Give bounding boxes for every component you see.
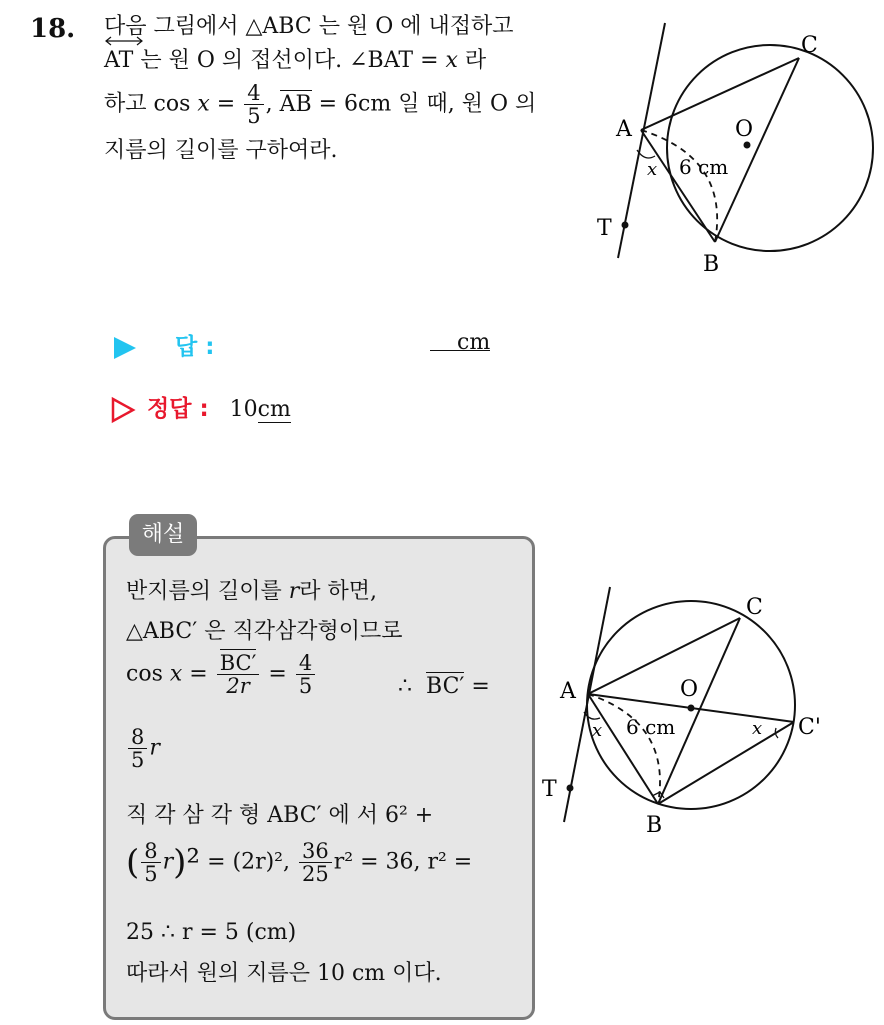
solution-box	[103, 536, 535, 1020]
solution-tag: 해설	[129, 514, 197, 556]
play-arrow-icon	[112, 335, 138, 361]
question-line-4: 지름의 길이를 구하여라.	[104, 138, 338, 163]
label-a: A	[560, 679, 576, 704]
label-b: B	[703, 252, 720, 277]
question-line-3: 하고 cos x = $\frac{4}{5}$ , AB = 6cm 일 때, 원 O 의	[104, 81, 537, 129]
solution-line-3: cos x = $\frac{BC'}{2r}$ = $\frac{4}{5}$	[126, 652, 317, 697]
cos-fraction: $\frac{4}{5}$	[244, 82, 263, 127]
point-t	[622, 222, 629, 229]
solution-line-3-right: ∴ BC′ =	[398, 674, 490, 699]
correct-answer-row	[110, 390, 291, 424]
double-arrow-icon	[104, 36, 144, 46]
solution-line-1: 반지름의 길이를 r라 하면,	[126, 579, 378, 604]
label-a: A	[616, 117, 632, 142]
segment-bc	[715, 58, 799, 242]
label-c-prime: C'	[798, 715, 821, 740]
solution-line-2: △ABC′ 은 직각삼각형이므로	[126, 619, 403, 644]
label-o: O	[680, 677, 699, 702]
label-b: B	[646, 813, 663, 838]
question-figure	[585, 18, 875, 280]
correct-unit: cm	[257, 397, 291, 422]
segment-bc-prime	[658, 722, 794, 804]
label-x: x	[647, 159, 658, 180]
center-point	[744, 142, 751, 149]
solution-figure	[540, 582, 884, 842]
label-x-c-prime: x	[752, 718, 763, 739]
label-t: T	[542, 777, 557, 802]
question-line-2: AT 는 원 O 의 접선이다. ∠BAT = x 라	[104, 46, 486, 76]
label-x-a: x	[592, 720, 603, 741]
solution-line-6: ( $\frac{8}{5}$ r)² = (2r)², $\frac{36}{25}$ r² = 36, r² =	[126, 839, 473, 887]
center-point	[688, 705, 695, 712]
label-length: 6 cm	[626, 715, 676, 739]
circle-o	[667, 45, 873, 251]
tangent-line-symbol: AT	[104, 46, 133, 76]
label-t: T	[597, 216, 612, 241]
question-line-1: 다음 그림에서 △ABC 는 원 O 에 내접하고	[104, 14, 514, 39]
solution-line-4: $\frac{8}{5}$ r	[126, 726, 160, 771]
outline-arrow-icon	[110, 396, 136, 424]
segment-ac	[641, 58, 799, 130]
solution-line-8: 따라서 원의 지름은 10 cm 이다.	[126, 961, 442, 986]
solution-line-5: 직 각 삼 각 형 ABC′ 에 서 6² +	[126, 803, 434, 828]
label-c: C	[801, 33, 818, 58]
answer-label: 답 :	[175, 334, 215, 360]
label-c: C	[746, 595, 763, 620]
correct-label: 정답 :	[147, 396, 209, 422]
correct-value: 10	[229, 397, 258, 422]
solution-line-7: 25 ∴ r = 5 (cm)	[126, 920, 297, 945]
point-t	[567, 785, 574, 792]
segment-ac	[588, 618, 740, 694]
answer-row	[112, 328, 214, 361]
answer-unit: cm	[457, 330, 491, 355]
label-length: 6 cm	[679, 155, 729, 179]
label-o: O	[735, 117, 754, 142]
segment-ab	[641, 130, 715, 242]
segment-bc	[658, 618, 740, 804]
question-number: 18.	[30, 14, 76, 44]
